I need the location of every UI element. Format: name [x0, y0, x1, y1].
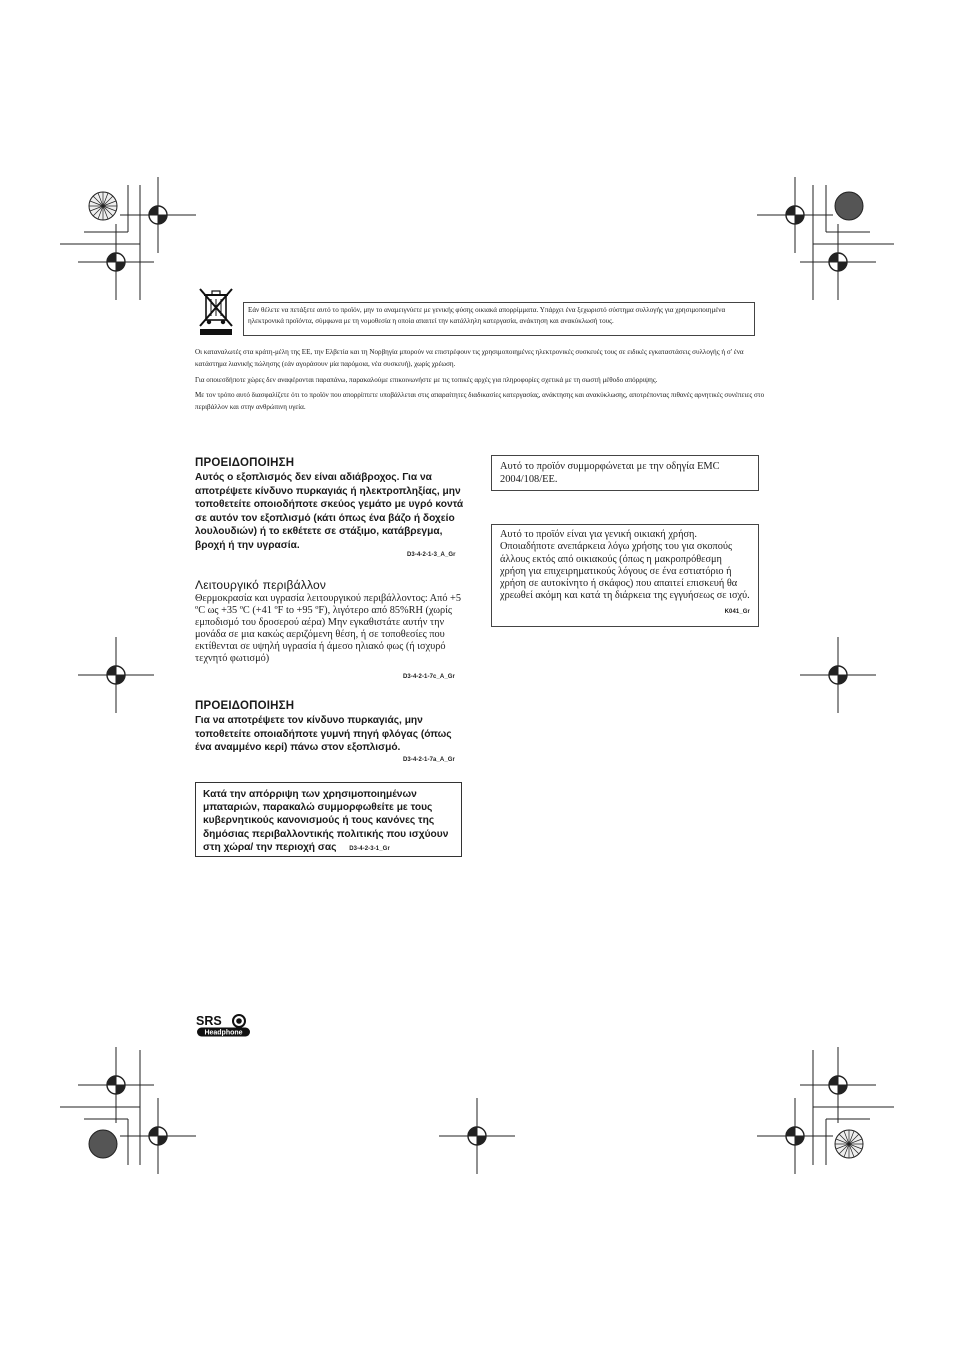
environment-code: D3-4-2-1-7c_A_Gr [403, 674, 455, 680]
warning-heading-water: ΠΡΟΕΙΔΟΠΟΙΗΣΗ [195, 457, 295, 469]
battery-disposal-text: Κατά την απόρριψη των χρησιμοποιημένων μπαταριών, παρακαλώ συμμορφωθείτε με τους κυβερνητικούς κανονισμούς ή τους κανόνες της δημόσιας περιβαλλοντικής πολιτικής που ισχύουν στη χώρα/ την περιοχή σας [203, 789, 449, 853]
weee-return-paragraph: Οι καταναλωτές στα κράτη-μέλη της ΕΕ, την Ελβετία και τη Νορβηγία μπορούν να επιστρέφουν τις χρησιμοποιημένες ηλεκτρονικές συσκευές τους σε ειδικές εγκαταστάσεις συλλογής ή σ' ένα κατάστημα λιανικής πώλησης (εάν αγοράσουν μία παρόμοια, νέα συσκευή), χωρίς χρέωση. [195, 348, 744, 368]
battery-disposal-notice [195, 782, 462, 857]
srs-headphone-logo [196, 1014, 252, 1038]
emc-compliance-text: Αυτό το προϊόν συμμορφώνεται με την οδηγία EMC 2004/108/ΕΕ. [500, 461, 720, 485]
warning-body-flame: Για να αποτρέψετε τον κίνδυνο πυρκαγιάς, μην τοποθετείτε οποιαδήποτε γυμνή πηγή φλόγας (όπως ένα αναμμένο κερί) πάνω στον εξοπλισμό. [195, 715, 452, 754]
crossed-out-wheelie-bin-icon [195, 286, 237, 336]
household-use-code: K041_Gr [724, 608, 750, 615]
warning-body-water: Αυτός ο εξοπλισμός δεν είναι αδιάβροχος. Για να αποτρέψετε κίνδυνο πυρκαγιάς ή ηλεκτροπληξίας, μην τοποθετείτε οποιοδήποτε σκεύος γεμάτο με υγρό κοντά σε αυτόν τον εξοπλισμό (κάτι όπως ένα βάζο ή δοχείο λουλουδιών) ή το εκθέτετε σε στάξιμο, κατάβρεγμα, βροχή ή την υγρασία. [195, 472, 464, 551]
weee-disposal-notice: Εάν θέλετε να πετάξετε αυτό το προϊόν, μην το αναμειγνύετε με γενικής φύσης οικιακά απορρίμματα. Υπάρχει ένα ξεχωριστό σύστημα συλλογής για χρησιμοποιημένα ηλεκτρονικά προϊόντα, σύμφωνα με τη νομοθεσία η οποία απαιτεί την κατάλληλη κατεργασία, ανάκτηση και ανακύκλωσή τους. [243, 302, 755, 336]
warning-code-flame: D3-4-2-1-7a_A_Gr [403, 757, 455, 763]
weee-other-countries-paragraph: Για οποιεσδήποτε χώρες δεν αναφέρονται παραπάνω, παρακαλούμε επικοινωνήστε με τις τοπικές αρχές για πληροφορίες σχετικά με τη σωστή μέθοδο απόρριψης. [195, 376, 658, 384]
warning-heading-flame: ΠΡΟΕΙΔΟΠΟΙΗΣΗ [195, 700, 295, 712]
battery-disposal-code: D3-4-2-3-1_Gr [349, 845, 390, 852]
headphone-logo-text: Headphone [204, 1029, 243, 1037]
srs-logo-text: SRS [196, 1014, 222, 1028]
weee-benefit-paragraph: Με τον τρόπο αυτό διασφαλίζετε ότι το προϊόν που απορρίπτετε υποβάλλεται στις απαραίτητες διαδικασίες κατεργασίας, ανάκτησης και ανακύκλωσης, αποτρέποντας πιθανές αρνητικές συνέπειες στο περιβάλλον και στην ανθρώπινη υγεία. [195, 391, 765, 411]
warning-code-water: D3-4-2-1-3_A_Gr [407, 552, 456, 558]
environment-heading: Λειτουργικό περιβάλλον [195, 578, 327, 592]
household-use-notice [491, 524, 759, 627]
household-use-text: Αυτό το προϊόν είναι για γενική οικιακή χρήση. Οποιαδήποτε ανεπάρκεια λόγω χρήσης του για σκοπούς άλλους εκτός από οικιακούς (όπως η μακροπρόθεσμη χρήση για επιχειρηματικούς λόγους σε ένα εστιατόριο ή χρήση σε αυτοκίνητο ή σκάφος) που απαιτεί επισκευή θα χρεωθεί ακόμη και κατά τη διάρκεια της εγγυήσεως σε ισχύ. [500, 529, 750, 602]
emc-compliance-notice [491, 455, 759, 491]
environment-body: Θερμοκρασία και υγρασία λειτουργικού περιβάλλοντος: Από +5 ºC ως +35 ºC (+41 ºF to +95 ºF), λιγότερο από 85%RH (χωρίς εμποδισμό του δροσερού αέρα) Μην εγκαθιστάτε αυτήν την μονάδα σε μια κακώς αεριζόμενη θέση, ή σε τοποθεσίες που εκτίθενται σε υψηλή υγρασία ή άμεσο ηλιακό φως (ή ισχυρό τεχνητό φωτισμό) [195, 593, 461, 665]
